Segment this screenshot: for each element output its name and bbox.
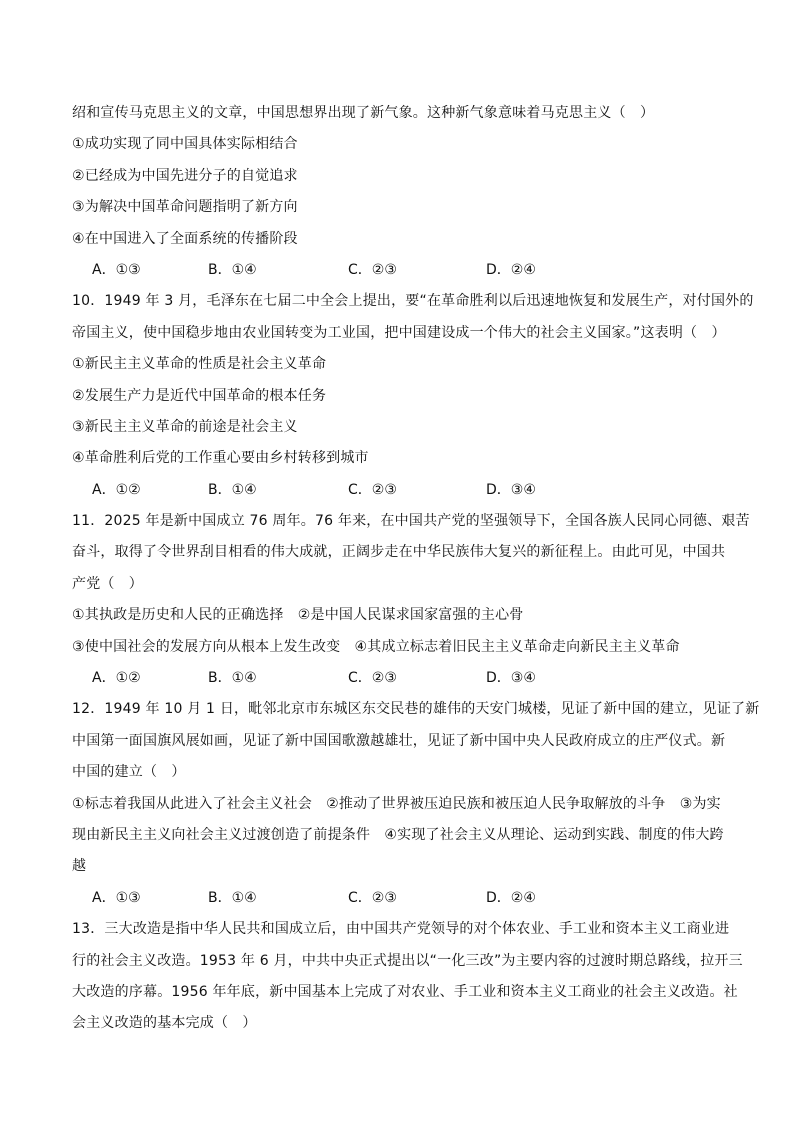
option-c: C．②③ bbox=[348, 481, 397, 498]
option-b: B．①④ bbox=[208, 481, 257, 498]
answer-options bbox=[72, 255, 724, 286]
option-b: B．①④ bbox=[208, 670, 257, 687]
question-stem-line: 产党（ ） bbox=[72, 575, 143, 592]
statement-item: ②发展生产力是近代中国革命的根本任务 bbox=[72, 387, 327, 404]
option-a: A．①② bbox=[92, 670, 141, 687]
question-stem-line: 13．三大改造是指中华人民共和国成立后，由中国共产党领导的对个体农业、手工业和资本主义工商业进 bbox=[72, 921, 730, 938]
question-stem-line: 12．1949 年 10 月 1 日，毗邻北京市东城区东交民巷的雄伟的天安门城楼，见证了新中国的建立，见证了新 bbox=[72, 701, 760, 718]
statement-item: ④革命胜利后党的工作重心要由乡村转移到城市 bbox=[72, 450, 369, 467]
question-stem-line: 帝国主义，使中国稳步地由农业国转变为工业国，把中国建设成一个伟大的社会主义国家。”这表明（ ） bbox=[72, 324, 726, 341]
question-9 bbox=[72, 98, 724, 286]
statement-item: ④在中国进入了全面系统的传播阶段 bbox=[72, 230, 298, 247]
statement-item: ③为解决中国革命问题指明了新方向 bbox=[72, 199, 298, 216]
statement-item: 现由新民主主义向社会主义过渡创造了前提条件 ④实现了社会主义从理论、运动到实践、制度的伟大跨 bbox=[72, 826, 724, 843]
statement-item: ①新民主主义革命的性质是社会主义革命 bbox=[72, 356, 327, 373]
option-c: C．②③ bbox=[348, 261, 397, 278]
question-stem-line: 行的社会主义改造。1953 年 6 月，中共中央正式提出以“一化三改”为主要内容的过渡时期总路线，拉开三 bbox=[72, 952, 743, 969]
exam-page bbox=[72, 98, 760, 1040]
answer-options bbox=[72, 475, 724, 506]
question-stem-line: 绍和宣传马克思主义的文章，中国思想界出现了新气象。这种新气象意味着马克思主义（ ） bbox=[72, 105, 655, 121]
question-11 bbox=[72, 506, 750, 694]
question-stem-line: 中国的建立（ ） bbox=[72, 764, 186, 781]
statement-item: ①标志着我国从此进入了社会主义社会 ②推动了世界被压迫民族和被压迫人民争取解放的斗争 ③为实 bbox=[72, 795, 721, 812]
question-stem-line: 中国第一面国旗风展如画，见证了新中国国歌激越雄壮，见证了新中国中央人民政府成立的庄严仪式。新 bbox=[72, 732, 726, 749]
option-a: A．①③ bbox=[92, 889, 141, 906]
question-stem-line: 11．2025 年是新中国成立 76 周年。76 年来，在中国共产党的坚强领导下，全国各族人民同心同德、艰苦 bbox=[72, 513, 750, 530]
question-stem-line: 奋斗，取得了令世界刮目相看的伟大成就，正阔步走在中华民族伟大复兴的新征程上。由此可见，中国共 bbox=[72, 544, 726, 561]
option-a: A．①② bbox=[92, 481, 141, 498]
option-a: A．①③ bbox=[92, 261, 141, 278]
option-d: D．②④ bbox=[486, 889, 536, 906]
answer-options bbox=[72, 663, 724, 694]
question-13 bbox=[72, 914, 743, 1040]
option-c: C．②③ bbox=[348, 670, 397, 687]
option-d: D．②④ bbox=[486, 261, 536, 278]
question-stem-line: 10．1949 年 3 月，毛泽东在七届二中全会上提出，要“在革命胜利以后迅速地恢复和发展生产，对付国外的 bbox=[72, 293, 754, 310]
statement-item: ③新民主主义革命的前途是社会主义 bbox=[72, 418, 298, 435]
statement-item: ③使中国社会的发展方向从根本上发生改变 ④其成立标志着旧民主主义革命走向新民主主义革命 bbox=[72, 638, 680, 655]
option-c: C．②③ bbox=[348, 889, 397, 906]
statement-item: ①其执政是历史和人民的正确选择 ②是中国人民谋求国家富强的主心骨 bbox=[72, 607, 524, 624]
option-d: D．③④ bbox=[486, 481, 536, 498]
statement-item: ②已经成为中国先进分子的自觉追求 bbox=[72, 167, 298, 184]
question-10 bbox=[72, 286, 754, 506]
option-b: B．①④ bbox=[208, 889, 257, 906]
question-stem-line: 会主义改造的基本完成（ ） bbox=[72, 1015, 257, 1032]
option-d: D．③④ bbox=[486, 670, 536, 687]
question-stem-line: 大改造的序幕。1956 年年底，新中国基本上完成了对农业、手工业和资本主义工商业的社会主义改造。社 bbox=[72, 983, 738, 1000]
option-b: B．①④ bbox=[208, 261, 257, 278]
statement-item: 越 bbox=[72, 858, 87, 875]
question-12 bbox=[72, 694, 760, 914]
answer-options bbox=[72, 883, 724, 914]
statement-item: ①成功实现了同中国具体实际相结合 bbox=[72, 136, 298, 153]
